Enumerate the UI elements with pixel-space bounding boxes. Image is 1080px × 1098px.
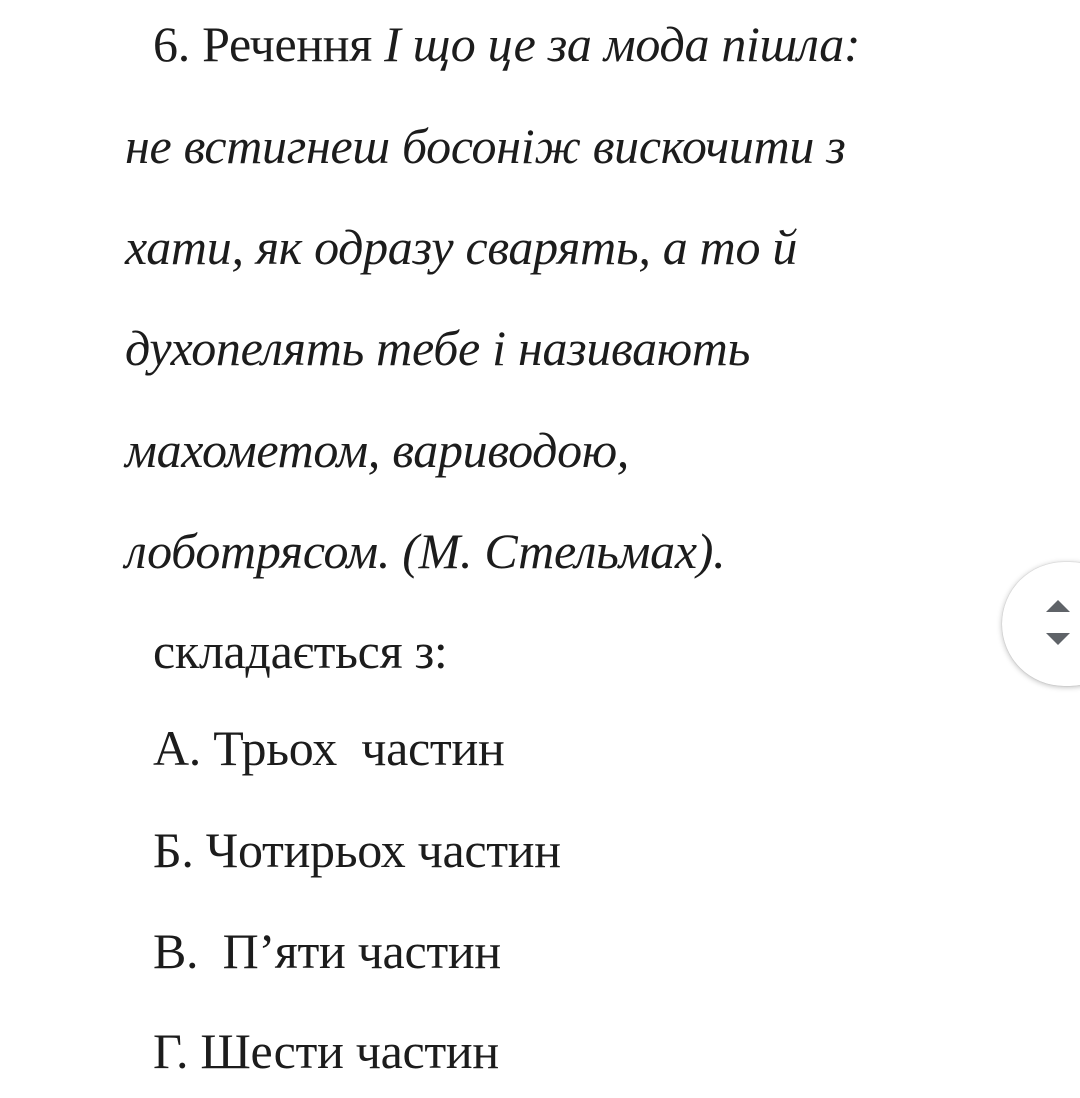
option-v: В. П’яти частин	[153, 923, 501, 979]
triangle-down-icon	[1046, 633, 1070, 645]
option-a: А. Трьох частин	[153, 720, 505, 776]
sentence-line-1: І що це за мода пішла:	[384, 16, 861, 72]
option-g: Г. Шести частин	[153, 1023, 499, 1079]
sentence-line-4: духопелять тебе і називають	[125, 320, 751, 376]
question-stem: складається з:	[153, 623, 448, 679]
option-b: Б. Чотирьох частин	[153, 822, 561, 878]
fast-scroll-handle[interactable]	[1002, 562, 1080, 686]
sentence-line-3: хати, як одразу сварять, а то й	[125, 219, 798, 275]
question-first-line	[153, 14, 860, 74]
sentence-line-6: лоботрясом. (М. Стельмах).	[125, 523, 726, 579]
triangle-up-icon	[1046, 600, 1070, 612]
sentence-line-2: не встигнеш босоніж вискочити з	[125, 118, 846, 174]
sentence-line-5: махометом, вариводою,	[125, 422, 630, 478]
question-prefix: 6. Речення	[153, 16, 385, 72]
